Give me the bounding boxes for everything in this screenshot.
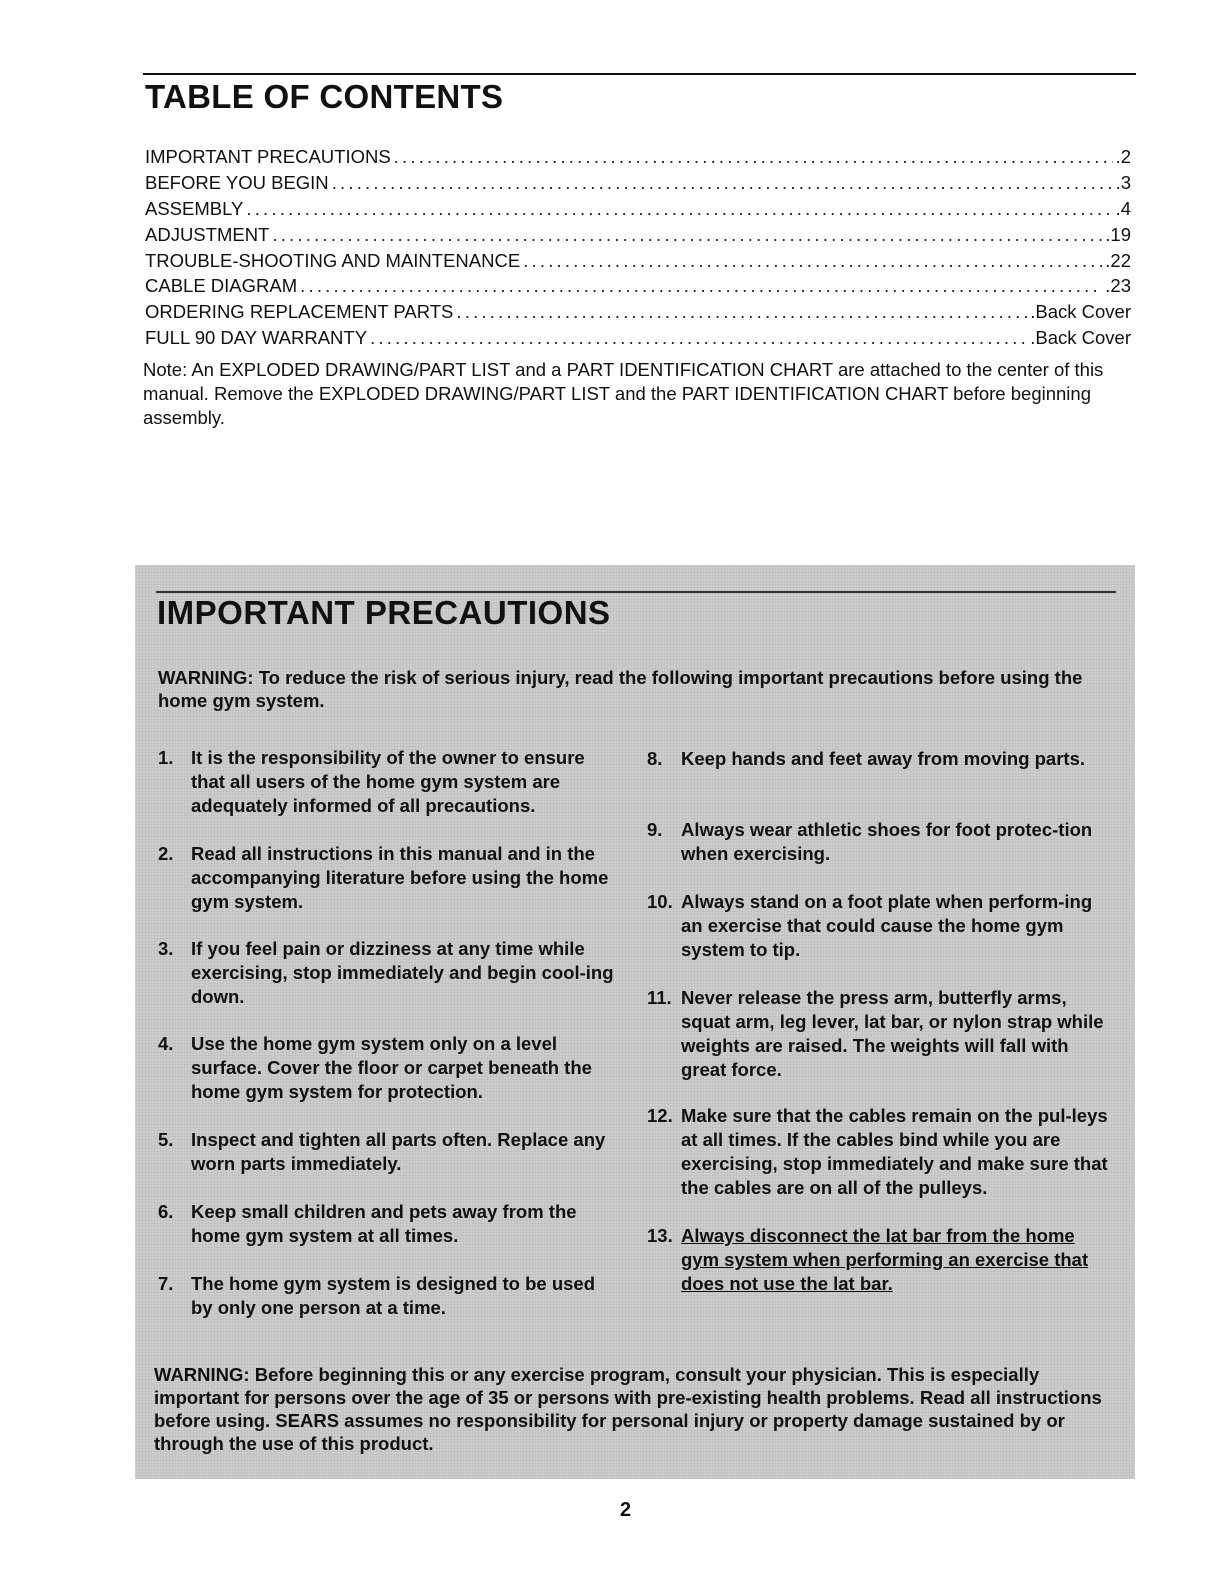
toc-leader	[332, 170, 1113, 196]
precaution-text: Make sure that the cables remain on the pul-leys at all times. If the cables bind while you are exercising, stop immediately and make sure that the cables are on all of the pulleys.	[681, 1105, 1108, 1198]
precaution-item	[647, 1224, 1114, 1296]
precaution-number: 3.	[158, 938, 174, 959]
precaution-text: Never release the press arm, butterfly arms, squat arm, leg lever, lat bar, or nylon strap while weights are raised. The weights will fall with great force.	[681, 987, 1104, 1080]
precaution-item	[647, 986, 1114, 1082]
toc-leader	[272, 222, 1102, 248]
toc-entry[interactable]	[145, 248, 1131, 274]
precaution-item	[647, 1104, 1114, 1200]
toc-entry-page: .Back Cover	[1030, 301, 1131, 323]
precaution-text: Always stand on a foot plate when perform-ing an exercise that could cause the home gym system to tip.	[681, 891, 1093, 960]
toc-entry[interactable]	[145, 222, 1131, 248]
precaution-text: Always disconnect the lat bar from the home gym system when performing an exercise that does not use the lat bar.	[681, 1225, 1089, 1294]
page-number: 2	[620, 1499, 632, 1521]
precaution-item	[158, 746, 620, 818]
precaution-item	[158, 1128, 620, 1176]
toc-leader	[523, 248, 1102, 274]
precaution-number: 11.	[647, 987, 672, 1008]
precaution-item	[158, 1032, 620, 1104]
toc-top-rule	[143, 73, 1136, 75]
precaution-text: Keep hands and feet away from moving parts.	[681, 748, 1086, 769]
toc-entry-label: CABLE DIAGRAM	[145, 275, 298, 297]
precaution-text: It is the responsibility of the owner to ensure that all users of the home gym system are adequately informed of all precautions.	[191, 747, 585, 816]
toc-entry-label: ORDERING REPLACEMENT PARTS	[145, 301, 454, 323]
precaution-item	[647, 818, 1114, 866]
toc-title: TABLE OF CONTENTS	[145, 78, 504, 115]
precaution-number: 5.	[158, 1129, 174, 1150]
precaution-number: 2.	[158, 843, 174, 864]
toc-entry-page: .19	[1105, 223, 1131, 245]
toc-entry-page: .22	[1105, 249, 1131, 271]
precaution-item	[647, 747, 1114, 771]
toc-entry-label: BEFORE YOU BEGIN	[145, 171, 329, 193]
toc-entry[interactable]	[145, 273, 1131, 299]
toc-entry-page: .Back Cover	[1030, 327, 1131, 349]
precaution-item	[158, 937, 620, 1009]
precaution-number: 10.	[647, 891, 673, 912]
toc-entry-page: .23	[1105, 275, 1131, 297]
toc-entry-label: ASSEMBLY	[145, 197, 244, 219]
toc-entry[interactable]	[145, 196, 1131, 222]
toc-entry[interactable]	[145, 144, 1131, 170]
toc-entry-label: ADJUSTMENT	[145, 223, 270, 245]
toc-leader	[370, 325, 1027, 351]
toc-entry-label: TROUBLE-SHOOTING AND MAINTENANCE	[145, 249, 521, 271]
toc-list	[145, 144, 1131, 351]
toc-entry-label: IMPORTANT PRECAUTIONS	[145, 146, 391, 167]
precaution-number: 6.	[158, 1201, 174, 1222]
precaution-text: Read all instructions in this manual and in the accompanying literature before using the home gym system.	[191, 843, 609, 912]
toc-entry-label: FULL 90 DAY WARRANTY	[145, 327, 368, 349]
precaution-number: 12.	[647, 1105, 673, 1126]
precautions-warning-top: WARNING: To reduce the risk of serious injury, read the following important precautions before using the home gym system.	[158, 667, 1083, 711]
toc-note: Note: An EXPLODED DRAWING/PART LIST and a PART IDENTIFICATION CHART are attached to the center of this manual. Remove the EXPLODED DRAWING/PART LIST and the PART IDENTIFICATION CHART before beginning assembly.	[143, 359, 1104, 428]
precaution-text: Always wear athletic shoes for foot protec-tion when exercising.	[681, 819, 1093, 864]
toc-entry-page: .2	[1115, 146, 1131, 167]
precaution-number: 9.	[647, 819, 663, 840]
precaution-text: Use the home gym system only on a level surface. Cover the floor or carpet beneath the home gym system for protection.	[191, 1033, 592, 1102]
toc-leader	[300, 273, 1102, 299]
toc-entry-page: .3	[1115, 171, 1131, 193]
precaution-text: Inspect and tighten all parts often. Replace any worn parts immediately.	[191, 1129, 606, 1174]
toc-entry-page: .4	[1115, 197, 1131, 219]
precaution-number: 7.	[158, 1273, 174, 1294]
precautions-title: IMPORTANT PRECAUTIONS	[157, 594, 611, 631]
precautions-rule	[156, 591, 1116, 593]
precaution-item	[647, 890, 1114, 962]
toc-leader	[246, 196, 1112, 222]
toc-entry[interactable]	[145, 170, 1131, 196]
precautions-warning-bottom: WARNING: Before beginning this or any exercise program, consult your physician. This is especially important for persons over the age of 35 or persons with pre-existing health problems. Read all instructions before using. SEARS assumes no responsibility for personal injury or property damage sustained by or through the use of this product.	[154, 1364, 1102, 1454]
toc-entry[interactable]	[145, 325, 1131, 351]
toc-leader	[456, 299, 1027, 325]
precaution-item	[158, 1200, 620, 1248]
precaution-text: If you feel pain or dizziness at any time while exercising, stop immediately and begin cool-ing down.	[191, 938, 614, 1007]
precaution-number: 1.	[158, 747, 174, 768]
precaution-item	[158, 842, 620, 914]
precaution-text: Keep small children and pets away from the home gym system at all times.	[191, 1201, 577, 1246]
toc-leader	[394, 144, 1113, 170]
precaution-number: 8.	[647, 748, 663, 769]
precaution-number: 13.	[647, 1225, 673, 1246]
precaution-text: The home gym system is designed to be used by only one person at a time.	[191, 1273, 596, 1318]
precaution-item	[158, 1272, 620, 1320]
toc-entry[interactable]	[145, 299, 1131, 325]
precaution-number: 4.	[158, 1033, 174, 1054]
